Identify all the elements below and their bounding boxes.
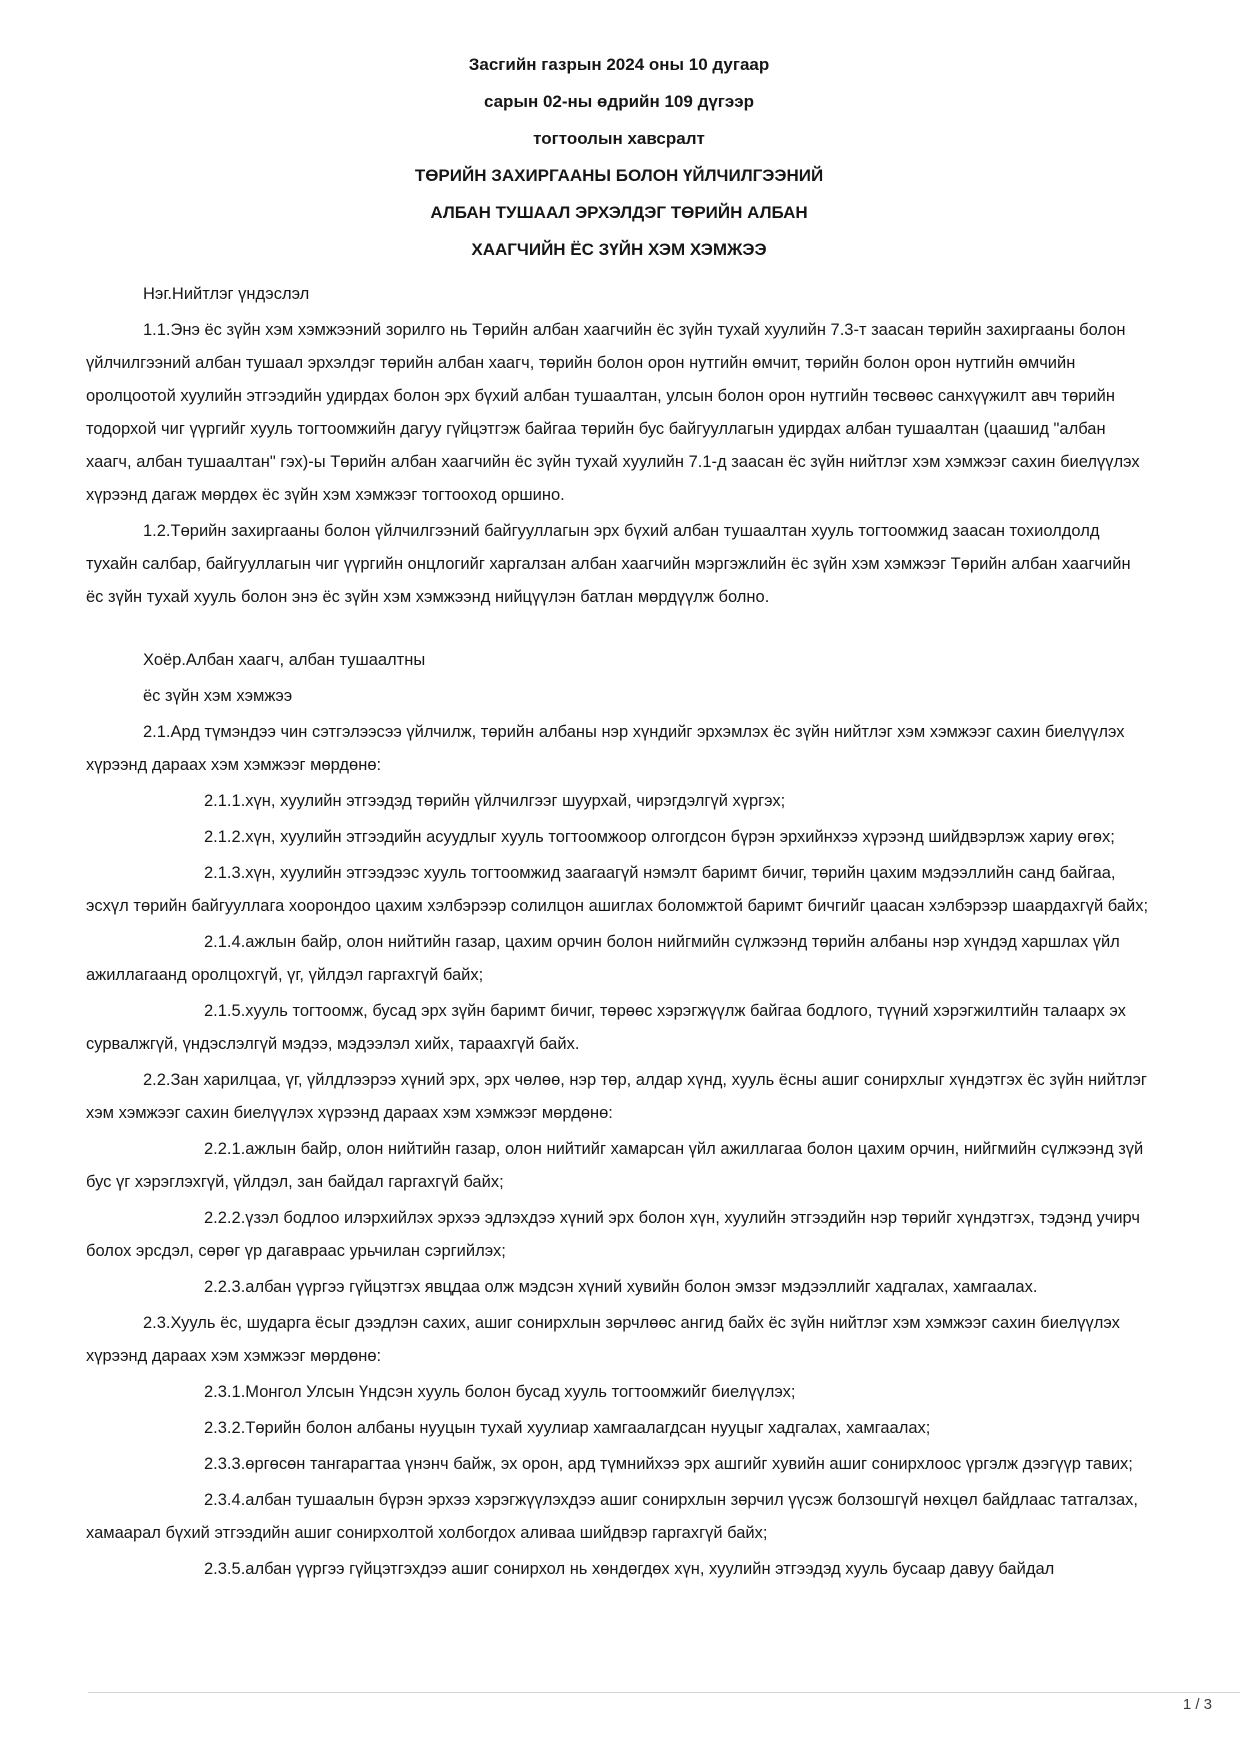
paragraph-1-1: 1.1.Энэ ёс зүйн хэм хэмжээний зорилго нь Төрийн албан хаагчийн ёс зүйн тухай хуулийн 7.3-т заасан төрийн захиргааны болон үйлчилгээний албан тушаал эрхэлдэг төрийн албан хаагч, төрийн болон орон нутгийн өмчит, төрийн болон орон нутгийн өмчийн оролцоотой хуулийн этгээдийн удирдах болон эрх бүхий албан тушаалтан, улсын болон орон нутгийн төсвөөс санхүүжилт авч төрийн тодорхой чиг үүргийг хууль тогтоомжийн дагуу гүйцэтгэж байгаа төрийн бус байгууллагын удирдах албан тушаалтан (цаашид "албан хаагч, албан тушаалтан" гэх)-ы Төрийн албан хаагчийн ёс зүйн тухай хуулийн 7.1-д заасан ёс зүйн нийтлэг хэм хэмжээг сахин биелүүлэх хүрээнд дагаж мөрдөх ёс зүйн хэм хэмжээг тогтооход оршино. <box>86 321 1140 504</box>
paragraph-2-3: 2.3.Хууль ёс, шударга ёсыг дээдлэн сахих, ашиг сонирхлын зөрчлөөс ангид байх ёс зүйн нийтлэг хэм хэмжээг сахин биелүүлэх хүрээнд дараах хэм хэмжээг мөрдөнө: <box>86 1314 1120 1365</box>
paragraph-2-1-2: 2.1.2.хүн, хуулийн этгээдийн асуудлыг хууль тогтоомжоор олгогдсон бүрэн эрхийнхээ хүрээнд шийдвэрлэж хариу өгөх; <box>204 828 1115 846</box>
document-title-block <box>86 46 1152 268</box>
paragraph-2-2: 2.2.Зан харилцаа, үг, үйлдлээрээ хүний эрх, эрх чөлөө, нэр төр, алдар хүнд, хууль ёсны ашиг сонирхлыг хүндэтгэх ёс зүйн нийтлэг хэм хэмжээг сахин биелүүлэх хүрээнд дараах хэм хэмжээг мөрдөнө: <box>86 1071 1147 1122</box>
paragraph-2-1: 2.1.Ард түмэндээ чин сэтгэлээсээ үйлчилж, төрийн албаны нэр хүндийг эрхэмлэх ёс зүйн нийтлэг хэм хэмжээг сахин биелүүлэх хүрээнд дараах хэм хэмжээг мөрдөнө: <box>86 723 1125 774</box>
doc-title-line-3: тогтоолын хавсралт <box>533 129 705 148</box>
paragraph-2-3-1: 2.3.1.Монгол Улсын Үндсэн хууль болон бусад хууль тогтоомжийг биелүүлэх; <box>204 1383 796 1401</box>
paragraph-2-1-5: 2.1.5.хууль тогтоомж, бусад эрх зүйн баримт бичиг, төрөөс хэрэгжүүлж байгаа бодлого, түүний хэрэгжилтийн талаарх эх сурвалжгүй, үндэслэлгүй мэдээ, мэдээлэл хийх, тараахгүй байх. <box>86 1002 1126 1053</box>
section-two-heading-line-2: ёс зүйн хэм хэмжээ <box>143 687 293 705</box>
paragraph-2-3-2: 2.3.2.Төрийн болон албаны нууцын тухай хуулиар хамгаалагдсан нууцыг хадгалах, хамгаалах; <box>204 1419 931 1437</box>
doc-title-line-4: ТӨРИЙН ЗАХИРГААНЫ БОЛОН ҮЙЛЧИЛГЭЭНИЙ <box>414 166 824 185</box>
paragraph-2-1-4: 2.1.4.ажлын байр, олон нийтийн газар, цахим орчин болон нийгмийн сүлжээнд төрийн албаны нэр хүндэд харшлах үйл ажиллагаанд оролцохгүй, үг, үйлдэл гаргахгүй байх; <box>86 933 1120 984</box>
doc-title-line-1: Засгийн газрын 2024 оны 10 дугаар <box>468 55 770 74</box>
page-number-indicator: 1 / 3 <box>1182 1696 1212 1713</box>
paragraph-2-3-5: 2.3.5.албан үүргээ гүйцэтгэхдээ ашиг сонирхол нь хөндөгдөх хүн, хуулийн этгээдэд хууль бусаар давуу байдал <box>204 1560 1055 1578</box>
paragraph-1-2: 1.2.Төрийн захиргааны болон үйлчилгээний байгууллагын эрх бүхий албан тушаалтан хууль тогтоомжид заасан тохиолдолд тухайн салбар, байгууллагын чиг үүргийн онцлогийг харгалзан албан хаагчийн мэргэжлийн ёс зүйн хэм хэмжээг Төрийн албан хаагчийн ёс зүйн тухай хууль болон энэ ёс зүйн хэм хэмжээнд нийцүүлэн батлан мөрдүүлж болно. <box>86 522 1131 606</box>
doc-title-line-5: АЛБАН ТУШААЛ ЭРХЭЛДЭГ ТӨРИЙН АЛБАН <box>430 203 808 222</box>
doc-title-line-6: ХААГЧИЙН ЁС ЗҮЙН ХЭМ ХЭМЖЭЭ <box>471 240 767 259</box>
paragraph-2-3-4: 2.3.4.албан тушаалын бүрэн эрхээ хэрэгжүүлэхдээ ашиг сонирхлын зөрчил үүсэж болзошгүй нөхцөл байдлаас татгалзах, хамаарал бүхий этгээдийн ашиг сонирхолтой холбогдох аливаа шийдвэр гаргахгүй байх; <box>86 1491 1139 1542</box>
page-boundary-divider <box>88 1692 1240 1693</box>
paragraph-2-2-3: 2.2.3.албан үүргээ гүйцэтгэх явцдаа олж мэдсэн хүний хувийн болон эмзэг мэдээллийг хадгалах, хамгаалах. <box>204 1278 1038 1296</box>
section-two-heading-line-1: Хоёр.Албан хаагч, албан тушаалтны <box>143 651 426 669</box>
paragraph-2-3-3: 2.3.3.өргөсөн тангарагтаа үнэнч байж, эх орон, ард түмнийхээ эрх ашгийг хувийн ашиг сонирхлоос үргэлж дээгүүр тавих; <box>204 1455 1133 1473</box>
paragraph-2-1-1: 2.1.1.хүн, хуулийн этгээдэд төрийн үйлчилгээг шуурхай, чирэгдэлгүй хүргэх; <box>204 792 786 810</box>
paragraph-2-2-2: 2.2.2.үзэл бодлоо илэрхийлэх эрхээ эдлэхдээ хүний эрх болон хүн, хуулийн этгээдийн нэр төрийг хүндэтгэх, тэдэнд учирч болох эрсдэл, сөрөг үр дагавраас урьчилан сэргийлэх; <box>86 1209 1140 1260</box>
paragraph-2-1-3: 2.1.3.хүн, хуулийн этгээдээс хууль тогтоомжид заагаагүй нэмэлт баримт бичиг, төрийн цахим мэдээллийн санд байгаа, эсхүл төрийн байгууллага хоорондоо цахим хэлбэрээр солилцон ашиглах боломжтой баримт бичгийг цаасан хэлбэрээр шаардахгүй байх; <box>86 864 1149 915</box>
paragraph-2-2-1: 2.2.1.ажлын байр, олон нийтийн газар, олон нийтийг хамарсан үйл ажиллагаа болон цахим орчин, нийгмийн сүлжээнд зүй бус үг хэрэглэхгүй, үйлдэл, зан байдал гаргахгүй байх; <box>86 1140 1144 1191</box>
doc-title-line-2: сарын 02-ны өдрийн 109 дүгээр <box>483 92 755 111</box>
section-one-heading: Нэг.Нийтлэг үндэслэл <box>143 285 310 303</box>
